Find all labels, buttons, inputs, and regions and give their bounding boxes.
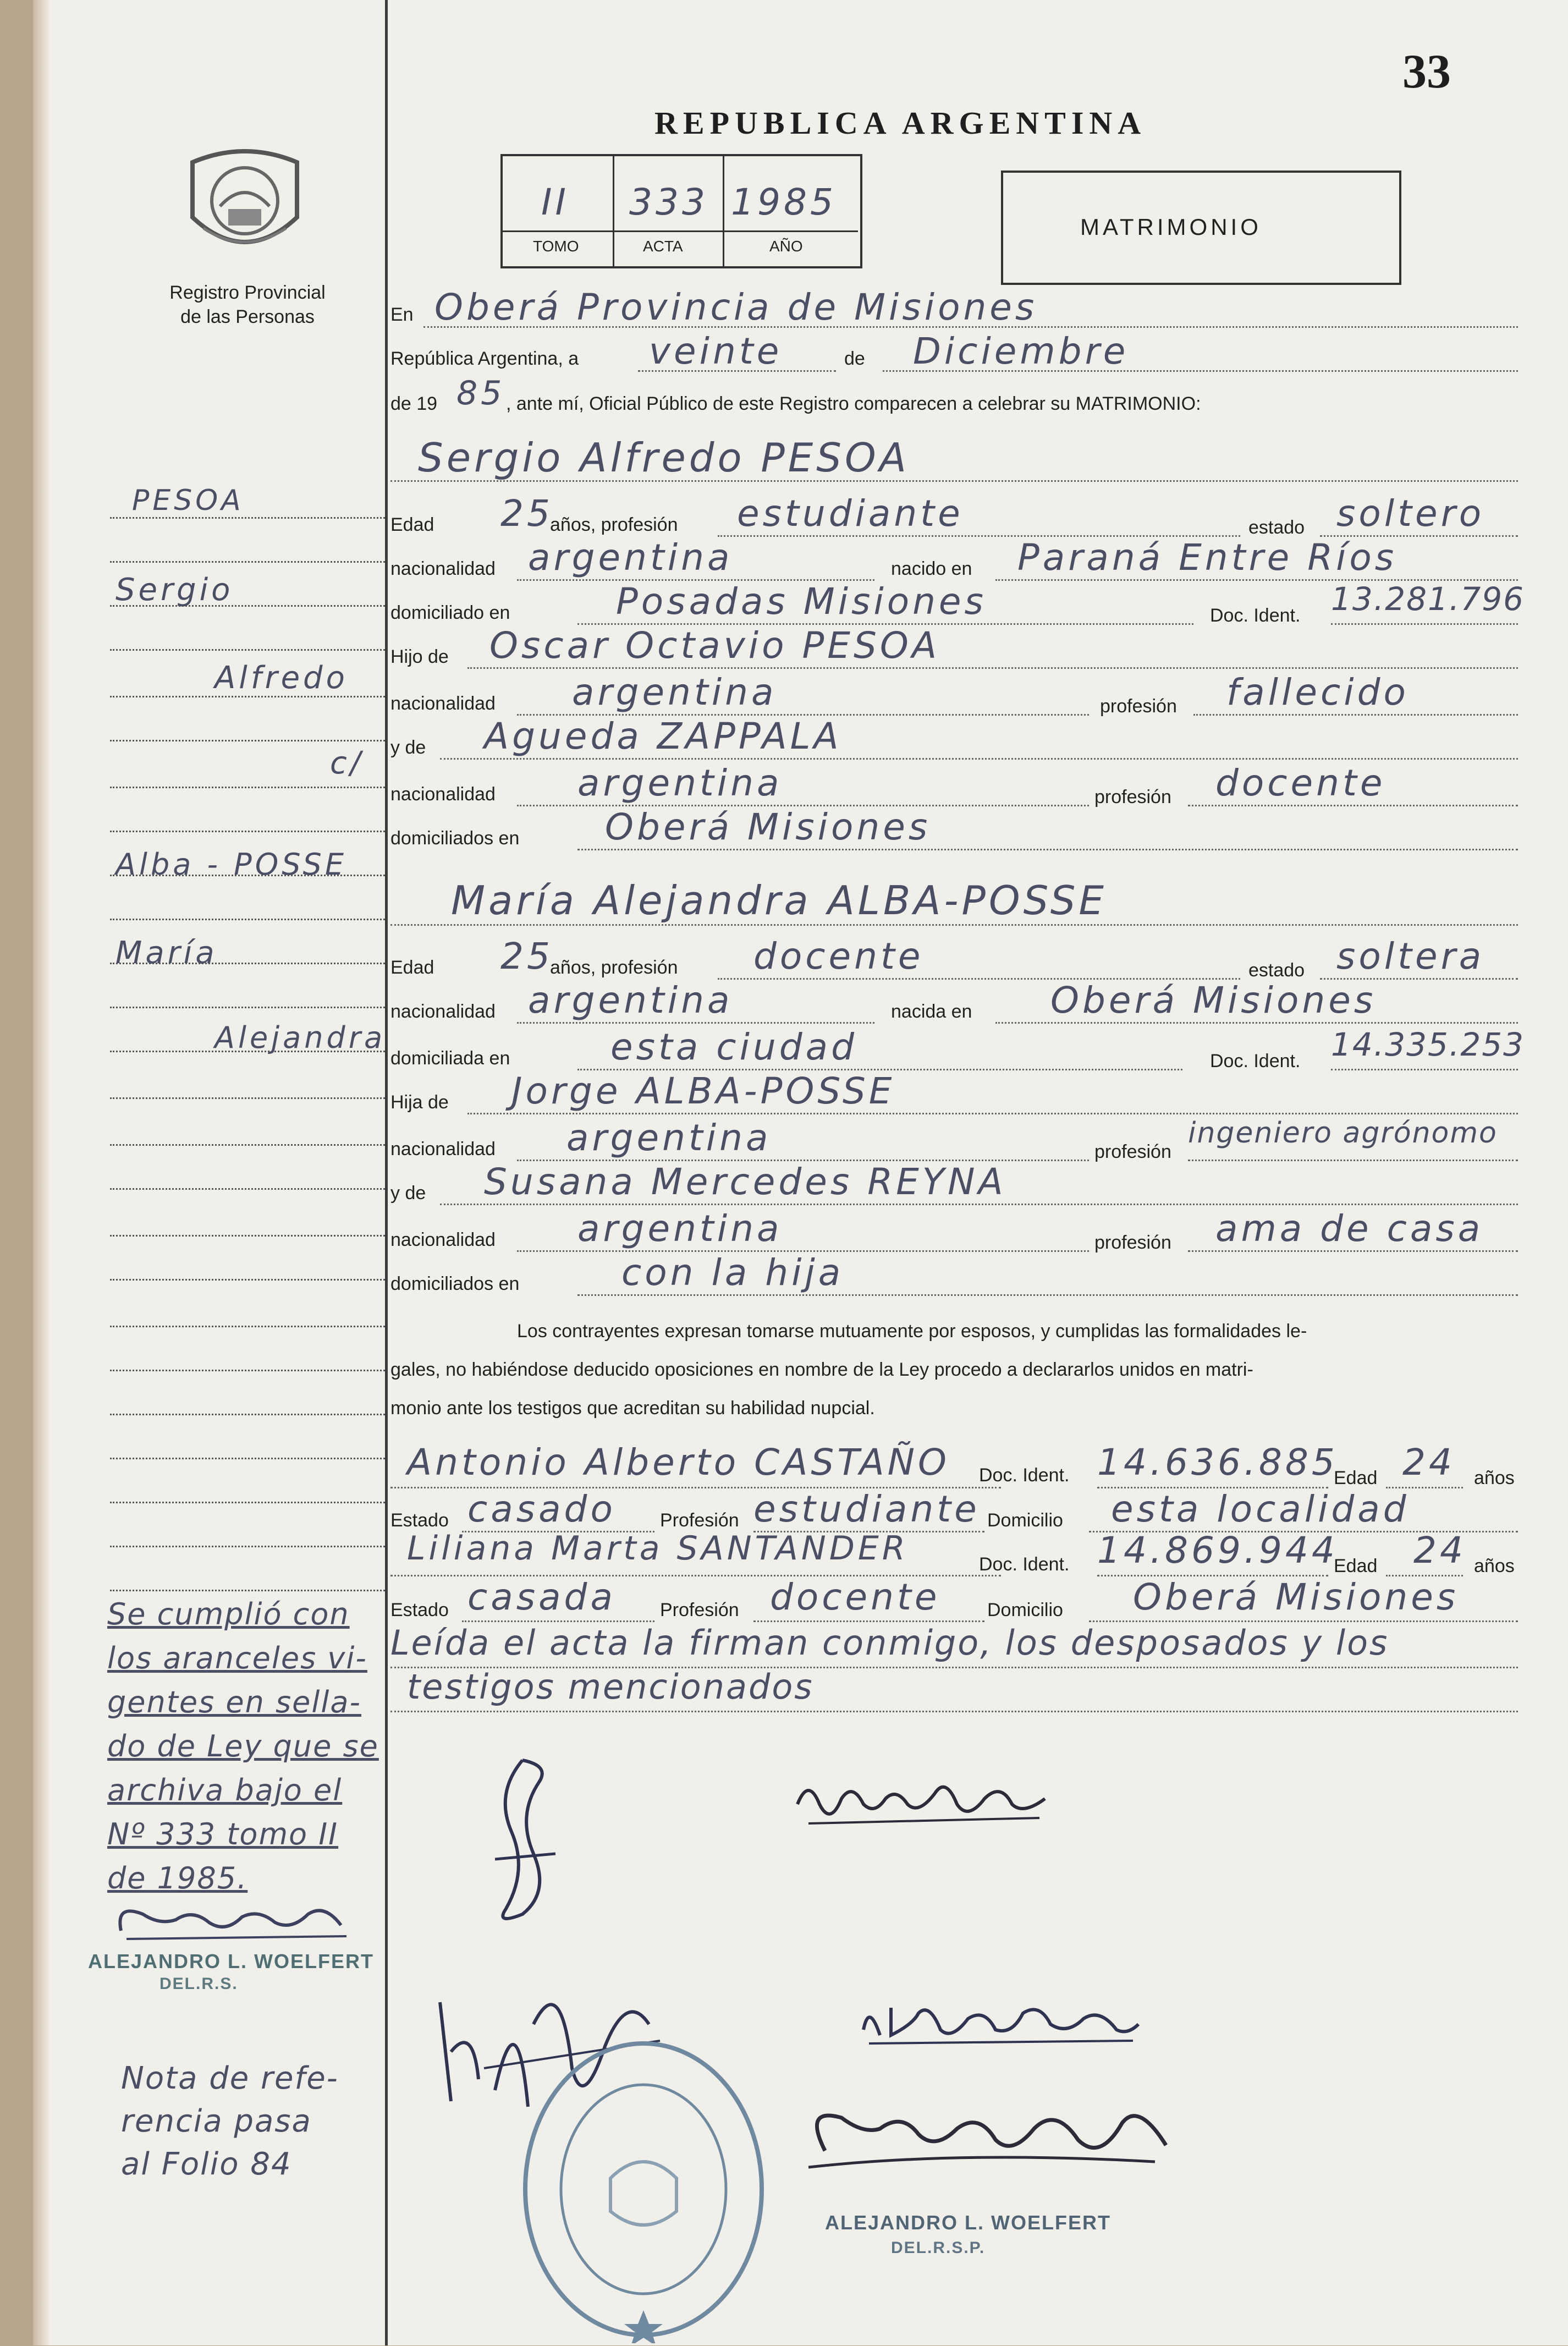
de-label: de	[844, 348, 865, 369]
groom-mother-profession: docente	[1215, 762, 1386, 804]
closing-line-1: Leída el acta la firman conmigo, los desposados y los	[390, 1623, 1389, 1663]
registry-line-1: Registro Provincial	[169, 282, 326, 303]
groom-father: Oscar Octavio PESOA	[489, 624, 940, 667]
ref-note-line: rencia pasa	[121, 2103, 312, 2139]
bride-doc: 14.335.253	[1331, 1026, 1525, 1063]
republic-label: República Argentina, a	[390, 348, 579, 369]
bride-father: Jorge ALBA-POSSE	[511, 1070, 895, 1112]
bride-domicilio-label: domiciliada en	[390, 1048, 510, 1069]
fee-note-line: gentes en sella-	[107, 1685, 361, 1719]
witness2-dom-label: Domicilio	[987, 1600, 1063, 1620]
document-type-box	[1001, 171, 1401, 285]
tomo-cell	[503, 156, 614, 266]
record-id-box	[500, 154, 862, 268]
bride-father-nat-label: nacionalidad	[390, 1139, 496, 1160]
bride-mother-prof-label: profesión	[1094, 1232, 1171, 1253]
groom-doc: 13.281.796	[1331, 580, 1525, 618]
folio-number: 33	[1402, 45, 1451, 98]
margin-conjunction: c/	[330, 745, 364, 781]
fee-note-line: Se cumplió con	[107, 1597, 350, 1631]
bride-father-profession: ingeniero agrónomo	[1188, 1117, 1498, 1150]
declaration-line-1: Los contrayentes expresan tomarse mutuamente por esposos, y cumplidas las formalidades le-	[517, 1321, 1307, 1342]
fee-note-line: archiva bajo el	[107, 1773, 343, 1807]
acta-value: 333	[629, 181, 708, 223]
bride-yde-label: y de	[390, 1183, 426, 1204]
groom-name: Sergio Alfredo PESOA	[418, 435, 910, 481]
ref-note-line: Nota de refe-	[121, 2061, 339, 2096]
bride-parents-domicile: con la hija	[621, 1251, 844, 1294]
year-prefix: de 19	[390, 393, 438, 414]
en-label: En	[390, 304, 414, 325]
margin-reference-note	[121, 2057, 385, 2186]
witness2-name: Liliana Marta SANTANDER	[407, 1529, 909, 1568]
witness2-status: casada	[467, 1576, 616, 1618]
day-value: veinte	[649, 330, 783, 372]
bride-father-nationality: argentina	[566, 1117, 772, 1159]
margin-stamp-sub: DEL.R.S.	[159, 1975, 238, 1993]
margin-given-1a: Sergio	[115, 572, 234, 608]
bride-signature	[792, 1771, 1056, 1840]
bride-profesion-label: años, profesión	[550, 957, 678, 978]
witness1-status: casado	[467, 1488, 616, 1530]
closing-line-2: testigos mencionados	[407, 1667, 814, 1707]
ano-value: 1985	[731, 181, 837, 223]
bride-hija-label: Hija de	[390, 1092, 449, 1113]
witness2-signature	[858, 1991, 1144, 2054]
groom-estado-label: estado	[1248, 517, 1305, 538]
groom-domicile: Posadas Misiones	[616, 580, 987, 623]
place-value: Oberá Provincia de Misiones	[434, 286, 1038, 328]
witness1-name: Antonio Alberto CASTAÑO	[407, 1441, 950, 1484]
groom-hijo-label: Hijo de	[390, 646, 449, 667]
ref-note-line: al Folio 84	[121, 2146, 292, 2182]
acta-cell	[613, 156, 724, 266]
bride-name: María Alejandra ALBA-POSSE	[451, 877, 1107, 924]
margin-surname-2: Alba - POSSE	[115, 847, 347, 882]
document-type: MATRIMONIO	[1080, 214, 1262, 240]
fee-note-line: Nº 333 tomo II	[107, 1817, 339, 1851]
groom-father-profession: fallecido	[1226, 671, 1409, 713]
bride-mother: Susana Mercedes REYNA	[484, 1161, 1006, 1203]
bride-nacionalidad-label: nacionalidad	[390, 1001, 496, 1022]
fee-note-line: do de Ley que se	[107, 1729, 379, 1763]
bride-parents-dom-label: domiciliados en	[390, 1273, 520, 1294]
ano-cell	[723, 156, 858, 266]
witness2-edad-label: Edad	[1334, 1556, 1378, 1576]
page-edge	[33, 0, 49, 2345]
margin-surname-1: PESOA	[132, 484, 244, 517]
bride-status: soltera	[1336, 935, 1485, 977]
witness2-profession: docente	[770, 1576, 940, 1618]
groom-edad-label: Edad	[390, 514, 434, 535]
bride-birthplace: Oberá Misiones	[1050, 979, 1377, 1021]
groom-father-prof-label: profesión	[1100, 696, 1177, 717]
year-value: 85	[456, 374, 505, 413]
bride-domicile: esta ciudad	[610, 1026, 857, 1068]
official-stamp-sub: DEL.R.S.P.	[891, 2239, 986, 2257]
witness1-domicile: esta localidad	[1111, 1488, 1410, 1530]
acta-label: ACTA	[643, 238, 683, 255]
witness1-prof-label: Profesión	[660, 1510, 739, 1531]
declaration-line-2: gales, no habiéndose deducido oposiciones en nombre de la Ley procedo a declararlos unidos en matri-	[390, 1359, 1253, 1380]
witness1-age: 24	[1402, 1441, 1455, 1484]
month-value: Diciembre	[913, 330, 1129, 372]
groom-profession: estudiante	[737, 492, 964, 535]
witness2-estado-label: Estado	[390, 1600, 449, 1620]
margin-fee-note	[107, 1592, 388, 1900]
witness1-doc-label: Doc. Ident.	[979, 1465, 1070, 1486]
official-round-stamp-icon	[517, 2035, 770, 2346]
tomo-label: TOMO	[533, 238, 579, 255]
bride-doc-label: Doc. Ident.	[1210, 1051, 1301, 1072]
fee-note-line: de 1985.	[107, 1861, 248, 1896]
witness1-profession: estudiante	[753, 1488, 980, 1530]
registry-line-2: de las Personas	[180, 306, 315, 327]
witness2-domicile: Oberá Misiones	[1133, 1576, 1459, 1618]
bride-mother-nationality: argentina	[577, 1207, 783, 1250]
witness2-prof-label: Profesión	[660, 1600, 739, 1620]
groom-status: soltero	[1336, 492, 1485, 535]
groom-age: 25	[500, 492, 553, 535]
witness1-estado-label: Estado	[390, 1510, 449, 1531]
groom-parents-domicile: Oberá Misiones	[605, 806, 931, 848]
bride-nationality: argentina	[528, 979, 733, 1021]
groom-signature	[473, 1749, 572, 1933]
groom-parents-dom-label: domiciliados en	[390, 828, 520, 849]
margin-stamp-name: ALEJANDRO L. WOELFERT	[88, 1950, 374, 1973]
bride-age: 25	[500, 935, 553, 977]
bride-mother-nat-label: nacionalidad	[390, 1229, 496, 1250]
witness1-edad-label: Edad	[1334, 1468, 1378, 1488]
bride-mother-profession: ama de casa	[1215, 1207, 1484, 1250]
tomo-value: II	[541, 181, 569, 223]
official-signature	[792, 2085, 1177, 2214]
groom-mother-prof-label: profesión	[1094, 787, 1171, 807]
bride-estado-label: estado	[1248, 960, 1305, 981]
groom-profesion-label: años, profesión	[550, 514, 678, 535]
bride-edad-label: Edad	[390, 957, 434, 978]
declaration-text	[390, 1312, 1518, 1427]
witness1-doc: 14.636.885	[1097, 1441, 1338, 1484]
witness2-age: 24	[1413, 1529, 1466, 1572]
groom-birthplace: Paraná Entre Ríos	[1017, 536, 1398, 579]
groom-father-nationality: argentina	[572, 671, 777, 713]
fee-note-line: los aranceles vi-	[107, 1641, 367, 1675]
groom-doc-label: Doc. Ident.	[1210, 605, 1301, 626]
groom-nationality: argentina	[528, 536, 733, 579]
groom-nacido-label: nacido en	[891, 558, 972, 579]
groom-nacionalidad-label: nacionalidad	[390, 558, 496, 579]
bride-nacida-label: nacida en	[891, 1001, 972, 1022]
witness1-anos-label: años	[1474, 1468, 1515, 1488]
witness2-anos-label: años	[1474, 1556, 1515, 1576]
groom-mother: Agueda ZAPPALA	[484, 715, 842, 757]
margin-given-2b: Alejandra	[214, 1020, 386, 1055]
ano-label: AÑO	[769, 238, 803, 255]
bride-father-prof-label: profesión	[1094, 1141, 1171, 1162]
margin-given-1b: Alfredo	[214, 660, 348, 696]
declaration-line-3: monio ante los testigos que acreditan su habilidad nupcial.	[390, 1398, 875, 1419]
witness1-dom-label: Domicilio	[987, 1510, 1063, 1531]
official-stamp-name: ALEJANDRO L. WOELFERT	[825, 2211, 1111, 2234]
provincial-seal-icon	[181, 140, 308, 267]
groom-mother-nationality: argentina	[577, 762, 783, 804]
groom-father-nat-label: nacionalidad	[390, 693, 496, 714]
margin-divider	[385, 0, 388, 2345]
witness2-doc: 14.869.944	[1097, 1529, 1338, 1572]
register-page	[33, 0, 1568, 2345]
bride-profession: docente	[753, 935, 924, 977]
appear-text: , ante mí, Oficial Público de este Registro comparecen a celebrar su MATRIMONIO:	[506, 393, 1201, 414]
margin-official-signature	[110, 1892, 363, 1955]
groom-mother-nat-label: nacionalidad	[390, 784, 496, 805]
groom-domicilio-label: domiciliado en	[390, 602, 510, 623]
registry-name	[143, 281, 352, 329]
groom-yde-label: y de	[390, 737, 426, 758]
witness2-doc-label: Doc. Ident.	[979, 1554, 1070, 1575]
country-title: REPUBLICA ARGENTINA	[654, 105, 1147, 141]
margin-given-2a: María	[115, 935, 218, 971]
